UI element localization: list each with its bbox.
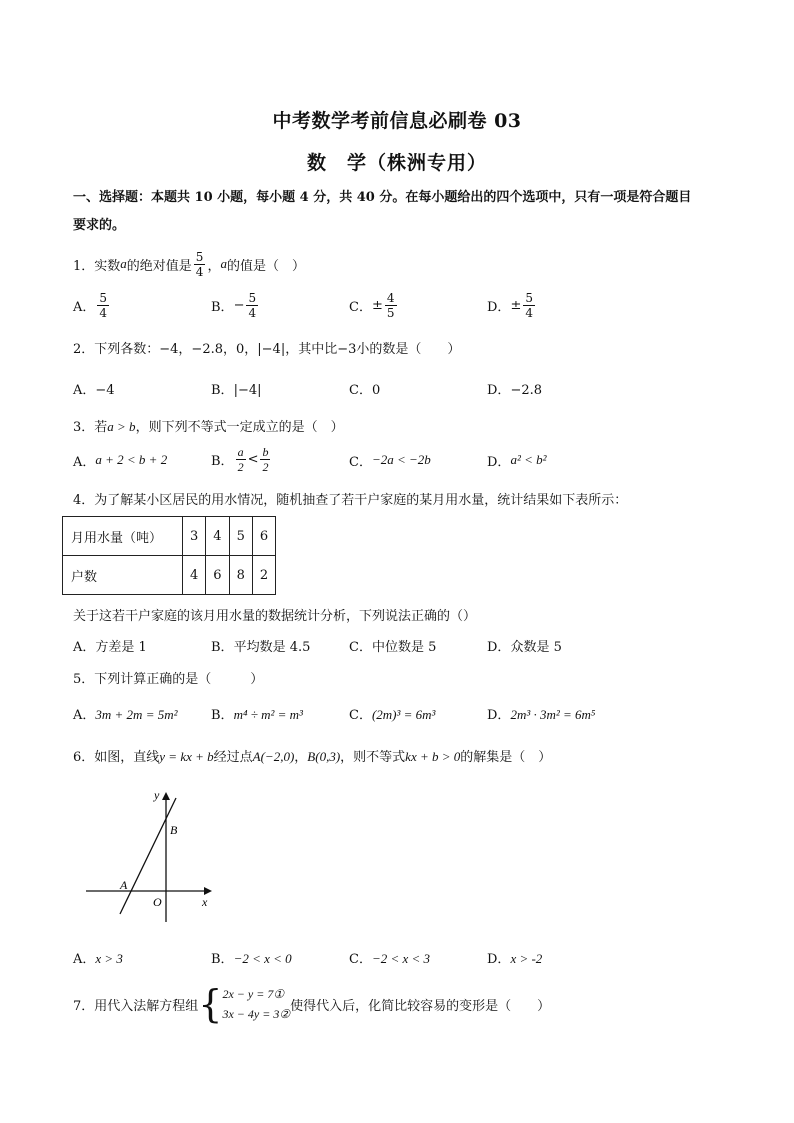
q1-option-c[interactable] xyxy=(349,288,399,322)
q3-option-b-frac2 xyxy=(260,446,270,473)
q1-option-c-label: C． xyxy=(349,299,372,315)
q3-post: ，则下列不等式一定成立的是（ ） xyxy=(135,420,344,435)
q4-option-d-label: D． xyxy=(487,640,511,655)
q7-post: 使得代入后，化简比较容易的变形是（ ） xyxy=(290,998,551,1014)
q1-option-b[interactable] xyxy=(211,288,260,322)
q3-option-b-label: B． xyxy=(211,453,234,469)
question-4: 4．为了解某小区居民的用水情况，随机抽查了若干户家庭的某月用水量，统计结果如下表所示： xyxy=(73,493,628,508)
q1-mid: 的绝对值是 xyxy=(126,258,192,274)
q1-option-d-label: D． xyxy=(487,299,511,315)
q1-option-b-label: B． xyxy=(211,299,234,315)
q6-point-a: A(−2,0) xyxy=(252,749,295,764)
q2-option-a-label: A． xyxy=(73,383,96,398)
q5-option-c-label: C． xyxy=(349,708,372,723)
q1-option-a[interactable] xyxy=(73,288,111,322)
q4-option-c-value: 中位数是 5 xyxy=(371,640,437,655)
q5-option-b-value: m⁴ ÷ m² = m³ xyxy=(233,707,303,722)
table-cell: 4 xyxy=(206,517,229,556)
q7-brace: { xyxy=(198,982,223,1026)
q7-equation-2: 3x − 4y = 3② xyxy=(222,1007,291,1021)
q3-option-a-value: a + 2 < b + 2 xyxy=(95,452,168,467)
question-2: 2．下列各数：−4，−2.8，0，|−4|，其中比−3小的数是（ ） xyxy=(73,342,461,357)
q2-option-c[interactable] xyxy=(349,379,380,398)
table-cell: 4 xyxy=(183,556,206,595)
q2-option-d-label: D． xyxy=(487,383,511,398)
q6-option-d-value: x > -2 xyxy=(510,951,543,966)
q1-option-b-num: 5 xyxy=(248,290,257,305)
q5-option-a-label: A． xyxy=(73,708,96,723)
q6-post: 的解集是（ ） xyxy=(460,750,552,765)
q1-option-a-den: 4 xyxy=(99,305,108,320)
q3-option-d-label: D． xyxy=(487,454,511,470)
q6-line-eq: y = kx + b xyxy=(159,749,214,764)
q6-option-c-label: C． xyxy=(349,952,372,967)
q1-option-d-num: 5 xyxy=(525,290,533,305)
q7-system xyxy=(222,984,290,1024)
q3-option-d-value: a² < b² xyxy=(510,452,547,467)
line-y-kx-b xyxy=(120,798,176,914)
q5-option-c[interactable] xyxy=(349,704,435,723)
table-cell: 2 xyxy=(252,556,275,595)
q3-option-b-op: < xyxy=(247,451,259,467)
q3-option-c[interactable] xyxy=(349,444,431,476)
q5-option-c-value: (2m)³ = 6m³ xyxy=(371,707,436,722)
q5-option-b-label: B． xyxy=(211,708,234,723)
q1-option-b-den: 4 xyxy=(248,305,257,320)
q3-condition: a > b xyxy=(107,419,136,434)
q3-option-a-label: A． xyxy=(73,454,96,470)
q2-option-b-value: |−4| xyxy=(233,383,262,398)
q6-mid1: 经过点 xyxy=(213,750,253,765)
q3-option-b-num1: a xyxy=(237,444,244,459)
q1-option-c-sign: ± xyxy=(371,297,383,313)
q6-inequality: kx + b > 0 xyxy=(405,749,461,764)
q6-option-a[interactable] xyxy=(73,948,123,967)
question-5: 5．下列计算正确的是（ ） xyxy=(73,672,264,687)
q5-option-b[interactable] xyxy=(211,704,303,723)
question-7 xyxy=(73,982,550,1026)
q2-option-d[interactable] xyxy=(487,379,542,398)
q3-pre: 3．若 xyxy=(73,420,108,435)
table-cell: 3 xyxy=(183,517,206,556)
q2-option-c-label: C． xyxy=(349,383,372,398)
q2-option-b-label: B． xyxy=(211,383,234,398)
q5-option-a-value: 3m + 2m = 5m² xyxy=(95,707,178,722)
q2-option-d-value: −2.8 xyxy=(510,383,543,398)
table-row xyxy=(63,517,276,556)
q1-pre: 1．实数 xyxy=(73,258,121,274)
question-3 xyxy=(73,416,344,435)
q3-option-b[interactable] xyxy=(211,441,272,477)
q1-option-d-sign: ± xyxy=(510,297,522,313)
point-a-label: A xyxy=(120,878,128,892)
q4-option-d[interactable] xyxy=(487,636,562,655)
q3-option-c-value: −2a < −2b xyxy=(371,452,431,467)
water-usage-table xyxy=(62,516,276,595)
x-axis-arrow xyxy=(204,887,212,895)
table-row xyxy=(63,556,276,595)
q4-option-a-label: A． xyxy=(73,640,96,655)
q4-option-d-value: 众数是 5 xyxy=(510,640,562,655)
section-heading-line2: 要求的。 xyxy=(73,218,126,233)
q4-question: 关于这若干户家庭的该月用水量的数据统计分析，下列说法正确的（） xyxy=(73,609,477,624)
q7-pre: 7．用代入法解方程组 xyxy=(73,998,199,1014)
q1-option-b-frac xyxy=(246,292,258,319)
q6-option-c[interactable] xyxy=(349,948,430,967)
q4-option-b[interactable] xyxy=(211,636,310,655)
line-graph-figure xyxy=(80,788,220,928)
q1-option-b-sign: − xyxy=(233,297,245,313)
q1-option-a-num: 5 xyxy=(99,290,108,305)
question-6 xyxy=(73,746,551,765)
q4-option-a-value: 方差是 1 xyxy=(95,640,147,655)
section-heading-line1: 一、选择题：本题共 10 小题，每小题 4 分，共 40 分。在每小题给出的四个选项中，只有一项是符合题目 xyxy=(73,190,692,205)
q5-option-d-label: D． xyxy=(487,708,511,723)
q6-option-d[interactable] xyxy=(487,948,542,967)
q6-option-b[interactable] xyxy=(211,948,292,967)
q5-option-d-value: 2m³ · 3m² = 6m⁵ xyxy=(510,707,596,722)
table-cell: 6 xyxy=(252,517,275,556)
q1-option-d-frac xyxy=(523,292,535,319)
question-1 xyxy=(73,247,305,281)
q2-option-c-value: 0 xyxy=(371,383,381,398)
q1-option-a-frac xyxy=(97,292,109,319)
origin-label: O xyxy=(153,895,162,909)
q6-mid2: ，则不等式 xyxy=(340,750,406,765)
q2-option-a-value: −4 xyxy=(95,383,115,398)
point-b-label: B xyxy=(170,823,178,837)
q3-option-b-frac1 xyxy=(236,446,246,473)
q6-point-b: B(0,3) xyxy=(307,749,341,764)
q3-option-a[interactable] xyxy=(73,444,167,476)
page-subtitle: 数 学（株洲专用） xyxy=(306,152,487,174)
q1-option-c-frac xyxy=(385,292,397,319)
q6-option-d-label: D． xyxy=(487,952,511,967)
q6-option-a-value: x > 3 xyxy=(95,951,123,966)
q6-option-b-label: B． xyxy=(211,952,234,967)
q2-option-a[interactable] xyxy=(73,379,115,398)
q1-option-d-den: 4 xyxy=(525,305,533,320)
q3-option-b-num2: b xyxy=(262,444,269,459)
y-axis-arrow xyxy=(162,792,170,800)
q1-frac-den: 4 xyxy=(195,264,204,279)
y-axis-label: y xyxy=(154,788,160,802)
q5-option-a[interactable] xyxy=(73,704,178,723)
q3-option-b-den1: 2 xyxy=(237,459,244,474)
table-cell: 8 xyxy=(229,556,252,595)
q2-option-b[interactable] xyxy=(211,379,262,398)
q6-option-b-value: −2 < x < 0 xyxy=(233,951,292,966)
q3-option-d[interactable] xyxy=(487,444,547,476)
q1-var-a2: a xyxy=(220,256,227,271)
q3-option-b-den2: 2 xyxy=(262,459,269,474)
q7-equation-1: 2x − y = 7① xyxy=(222,987,285,1001)
q1-fraction xyxy=(194,251,206,278)
page-title: 中考数学考前信息必刷卷 03 xyxy=(272,110,522,132)
q1-frac-num: 5 xyxy=(195,249,204,264)
q6-sep: ， xyxy=(294,750,308,765)
q4-option-b-label: B． xyxy=(211,640,234,655)
q4-option-c[interactable] xyxy=(349,636,436,655)
q6-option-c-value: −2 < x < 3 xyxy=(371,951,431,966)
table-cell: 月用水量（吨） xyxy=(63,517,183,556)
q1-option-c-den: 5 xyxy=(386,305,395,320)
q1-comma: ， xyxy=(207,258,221,274)
x-axis-label: x xyxy=(202,895,208,909)
q3-option-c-label: C． xyxy=(349,454,372,470)
q6-option-a-label: A． xyxy=(73,952,96,967)
q5-option-d[interactable] xyxy=(487,704,595,723)
table-cell: 6 xyxy=(206,556,229,595)
q1-option-a-label: A． xyxy=(73,299,96,315)
q1-post: 的值是（ ） xyxy=(226,258,305,274)
q4-option-b-value: 平均数是 4.5 xyxy=(233,640,311,655)
table-cell: 户数 xyxy=(63,556,183,595)
q1-option-d[interactable] xyxy=(487,288,537,322)
q1-var-a: a xyxy=(120,256,127,271)
q4-option-c-label: C． xyxy=(349,640,372,655)
q6-pre: 6．如图，直线 xyxy=(73,750,160,765)
table-cell: 5 xyxy=(229,517,252,556)
q1-option-c-num: 4 xyxy=(386,290,395,305)
q4-option-a[interactable] xyxy=(73,636,147,655)
